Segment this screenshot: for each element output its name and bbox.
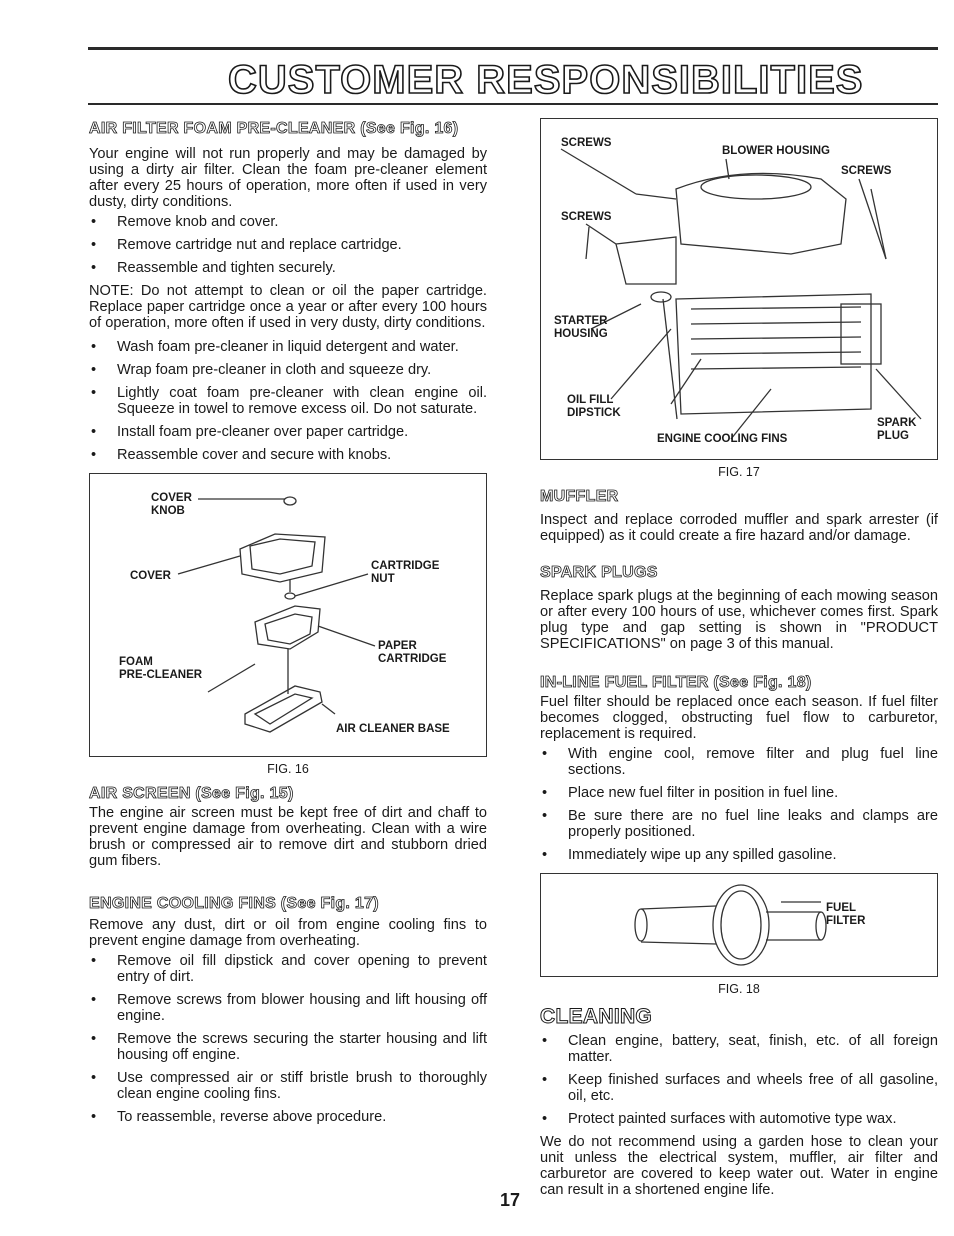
bullet-item (89, 362, 487, 378)
fuel-filter-intro: Fuel filter should be replaced once each season. If fuel filter becomes clogged, obstructing fuel flow to carburetor, replacement is required. (540, 694, 938, 742)
bullet-text: Protect painted surfaces with automotive type wax. (568, 1111, 897, 1127)
figure-17-caption: FIG. 17 (718, 465, 760, 479)
fuel-filter-illustration (541, 874, 937, 976)
air-screen-text: The engine air screen must be kept free of dirt and chaff to prevent engine damage from overheating. Clean with a wire brush or compressed air to remove dirt and stubborn dried gum fibers. (89, 805, 487, 869)
bullet-item (89, 447, 487, 463)
bullet-dot: • (91, 1031, 97, 1047)
bullet-dot: • (542, 847, 548, 863)
left-column (89, 120, 487, 1132)
bullet-dot: • (542, 785, 548, 801)
bullet-text: With engine cool, remove filter and plug fuel line sections. (568, 746, 938, 778)
bullet-item (540, 785, 938, 801)
bullet-text: Lightly coat foam pre-cleaner with clean engine oil. Squeeze in towel to remove excess oil. Do not saturate. (117, 385, 487, 417)
air-filter-heading: AIR FILTER FOAM PRE-CLEANER (See Fig. 16) (89, 120, 459, 137)
cleaning-heading: CLEANING (540, 1005, 653, 1028)
bullet-item (89, 214, 487, 230)
bullet-item (89, 424, 487, 440)
label-cover: COVER (130, 570, 171, 582)
bullet-text: Remove cartridge nut and replace cartridge. (117, 237, 402, 253)
label-cover-knob: COVER KNOB (151, 492, 192, 517)
air-filter-steps-1 (89, 214, 487, 276)
bullet-item (540, 847, 938, 863)
bullet-text: Remove knob and cover. (117, 214, 279, 230)
bullet-dot: • (91, 992, 97, 1008)
bullet-dot: • (91, 424, 97, 440)
bullet-text: Remove the screws securing the starter housing and lift housing off engine. (117, 1031, 487, 1063)
bullet-item (89, 260, 487, 276)
bullet-item (89, 1109, 487, 1125)
air-filter-intro: Your engine will not run properly and may be damaged by using a dirty air filter. Clean the foam pre-cleaner element after every 25 hours of operation, more often if used in very dusty, dirty conditions. (89, 146, 487, 210)
bullet-dot: • (91, 385, 97, 401)
bullet-item (540, 746, 938, 778)
fuel-filter-heading: IN-LINE FUEL FILTER (See Fig. 18) (540, 674, 812, 691)
figure-17 (540, 118, 938, 460)
spark-plugs-heading: SPARK PLUGS (540, 564, 658, 581)
bullet-text: Wrap foam pre-cleaner in cloth and squeeze dry. (117, 362, 432, 378)
label-cartridge-nut: CARTRIDGE NUT (371, 560, 440, 585)
bullet-item (89, 992, 487, 1024)
bullet-item (89, 1070, 487, 1102)
bullet-text: Wash foam pre-cleaner in liquid detergent and water. (117, 339, 459, 355)
bullet-item (540, 1033, 938, 1065)
bullet-dot: • (542, 1111, 548, 1127)
figure-18 (540, 873, 938, 977)
cooling-fins-steps (89, 953, 487, 1125)
bullet-dot: • (91, 447, 97, 463)
fuel-filter-steps (540, 746, 938, 863)
bullet-dot: • (542, 808, 548, 824)
label-blower-housing: BLOWER HOUSING (722, 145, 830, 157)
page-number: 17 (500, 1190, 521, 1210)
bullet-dot: • (91, 1109, 97, 1125)
bullet-text: Remove oil fill dipstick and cover opening to prevent entry of dirt. (117, 953, 487, 985)
muffler-heading: MUFFLER (540, 488, 619, 505)
bullet-dot: • (542, 1033, 548, 1049)
label-foam-pre-cleaner: FOAM PRE-CLEANER (119, 656, 203, 681)
bullet-text: Keep finished surfaces and wheels free of all gasoline, oil, etc. (568, 1072, 938, 1104)
bullet-text: Clean engine, battery, seat, finish, etc. of all foreign matter. (568, 1033, 938, 1065)
bullet-dot: • (542, 746, 548, 762)
label-oil-fill-dipstick: OIL FILL DIPSTICK (567, 394, 621, 419)
label-screws-left: SCREWS (561, 211, 612, 223)
label-screws-top: SCREWS (561, 137, 612, 149)
label-screws-right: SCREWS (841, 165, 892, 177)
cooling-fins-heading: ENGINE COOLING FINS (See Fig. 17) (89, 895, 379, 912)
label-starter-housing: STARTER HOUSING (554, 315, 608, 340)
air-cleaner-illustration (90, 474, 486, 756)
air-screen-heading: AIR SCREEN (See Fig. 15) (89, 785, 294, 802)
bullet-text: Reassemble cover and secure with knobs. (117, 447, 392, 463)
figure-18-caption: FIG. 18 (718, 982, 760, 996)
air-filter-note: NOTE: Do not attempt to clean or oil the paper cartridge. Replace paper cartridge once a year or after every 100 hours of operation, more often if used in very dusty, dirty conditions. (89, 283, 487, 331)
muffler-text: Inspect and replace corroded muffler and spark arrester (if equipped) as it could create a fire hazard and/or damage. (540, 512, 938, 544)
bullet-dot: • (91, 260, 97, 276)
bullet-item (89, 1031, 487, 1063)
label-paper-cartridge: PAPER CARTRIDGE (378, 640, 447, 665)
bullet-item (89, 237, 487, 253)
label-air-cleaner-base: AIR CLEANER BASE (336, 723, 450, 735)
bullet-dot: • (542, 1072, 548, 1088)
bullet-text: Install foam pre-cleaner over paper cartridge. (117, 424, 409, 440)
bullet-dot: • (91, 237, 97, 253)
title-rule-top (88, 47, 938, 50)
bullet-dot: • (91, 953, 97, 969)
bullet-text: Use compressed air or stiff bristle brush to thoroughly clean engine cooling fins. (117, 1070, 487, 1102)
cleaning-steps (540, 1033, 938, 1127)
bullet-text: Be sure there are no fuel line leaks and clamps are properly positioned. (568, 808, 938, 840)
bullet-dot: • (91, 362, 97, 378)
bullet-item (89, 385, 487, 417)
cooling-fins-intro: Remove any dust, dirt or oil from engine cooling fins to prevent engine damage from overheating. (89, 917, 487, 949)
bullet-text: Reassemble and tighten securely. (117, 260, 336, 276)
page-title: CUSTOMER RESPONSIBILITIES (228, 58, 864, 102)
bullet-item (89, 953, 487, 985)
cleaning-text: We do not recommend using a garden hose to clean your unit unless the electrical system, muffler, air filter and carburetor are covered to keep water out. Water in engine can result in a shortened engine life. (540, 1134, 938, 1198)
spark-plugs-text: Replace spark plugs at the beginning of each mowing season or after every 100 hours of use, whichever comes first. Spark plug type and gap setting is shown in "PRODUCT SPECIFICATIONS" on page 3 of this manual. (540, 588, 938, 652)
bullet-dot: • (91, 1070, 97, 1086)
figure-16 (89, 473, 487, 757)
title-rule-bottom (88, 103, 938, 105)
bullet-text: Immediately wipe up any spilled gasoline. (568, 847, 837, 863)
bullet-item (540, 808, 938, 840)
bullet-dot: • (91, 214, 97, 230)
bullet-text: Remove screws from blower housing and lift housing off engine. (117, 992, 487, 1024)
bullet-item (540, 1111, 938, 1127)
bullet-text: Place new fuel filter in position in fuel line. (568, 785, 839, 801)
label-spark-plug: SPARK PLUG (877, 417, 917, 442)
right-column (540, 118, 938, 1202)
air-filter-steps-2 (89, 339, 487, 463)
figure-16-caption: FIG. 16 (267, 762, 309, 776)
bullet-dot: • (91, 339, 97, 355)
label-fuel-filter: FUEL FILTER (826, 902, 866, 927)
label-engine-cooling-fins: ENGINE COOLING FINS (657, 433, 788, 445)
bullet-item (540, 1072, 938, 1104)
bullet-item (89, 339, 487, 355)
bullet-text: To reassemble, reverse above procedure. (117, 1109, 387, 1125)
